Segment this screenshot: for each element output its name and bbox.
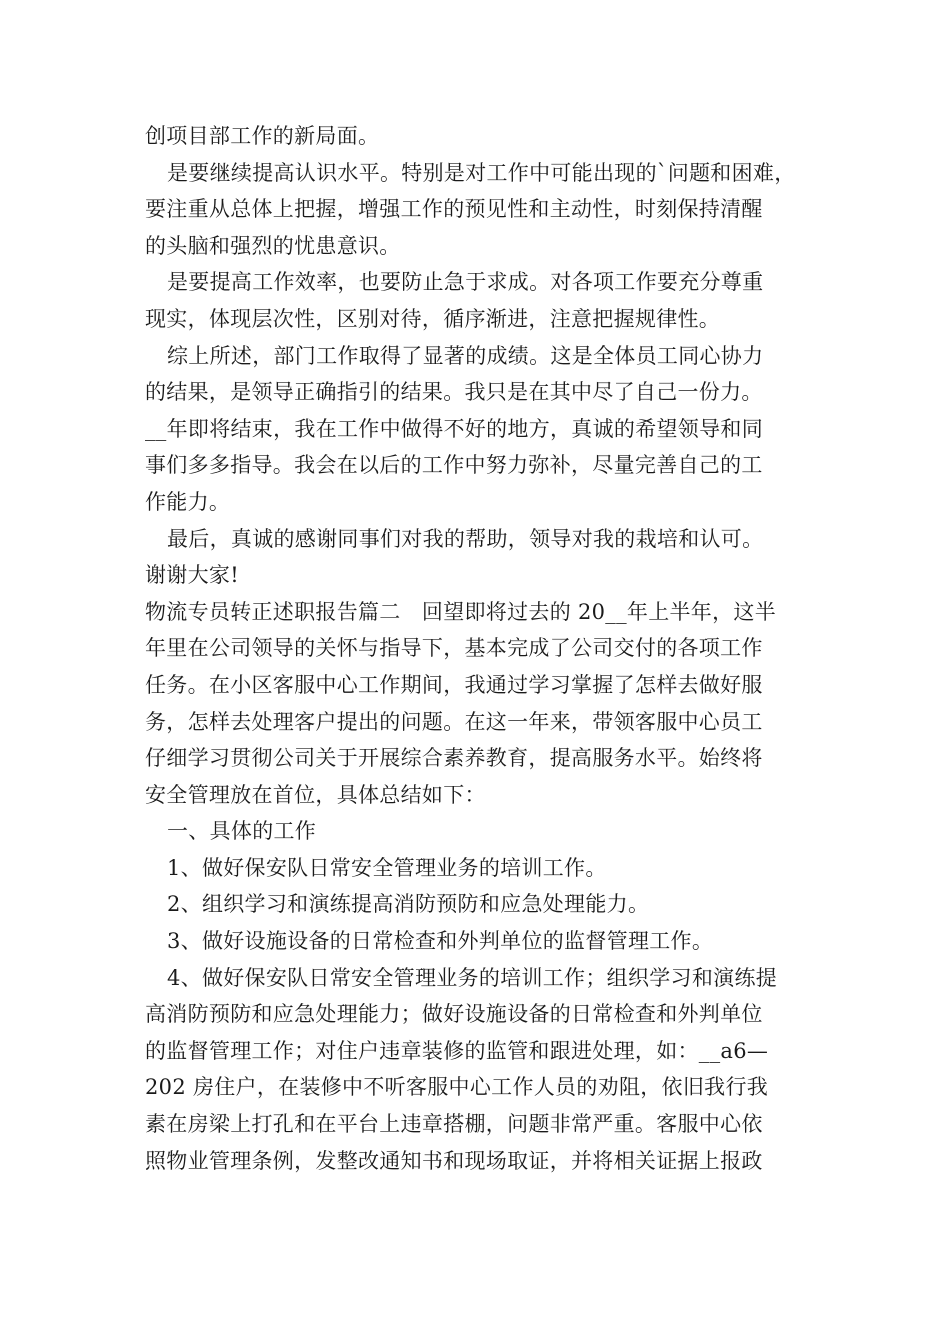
document-body bbox=[145, 118, 815, 1179]
text-line: 是要提高工作效率，也要防止急于求成。对各项工作要充分尊重 bbox=[167, 270, 764, 295]
text-line: 现实，体现层次性，区别对待，循序渐进，注意把握规律性。 bbox=[145, 306, 721, 331]
text-line: 仔细学习贯彻公司关于开展综合素养教育，提高服务水平。始终将 bbox=[145, 746, 763, 771]
text-line: 高消防预防和应急处理能力；做好设施设备的日常检查和外判单位 bbox=[145, 1002, 763, 1027]
text-line: 事们多多指导。我会在以后的工作中努力弥补，尽量完善自己的工 bbox=[145, 453, 763, 478]
text-line: 创项目部工作的新局面。 bbox=[145, 124, 380, 148]
list-item-line: 4、做好保安队日常安全管理业务的培训工作；组织学习和演练提 bbox=[167, 965, 778, 990]
text-line: 202 房住户，在装修中不听客服中心工作人员的劝阻，依旧我行我 bbox=[145, 1075, 769, 1100]
text-line: 作能力。 bbox=[145, 489, 231, 514]
list-heading-line: 一、具体的工作 bbox=[167, 819, 317, 844]
text-line: 的监督管理工作；对住户违章装修的监管和跟进处理，如：__a6— bbox=[145, 1038, 769, 1063]
text-line: 年里在公司领导的关怀与指导下，基本完成了公司交付的各项工作 bbox=[145, 636, 763, 661]
section-heading-line: 物流专员转正述职报告篇二 回望即将过去的 20__年上半年，这半 bbox=[145, 599, 776, 624]
text-line: 务，怎样去处理客户提出的问题。在这一年来，带领客服中心员工 bbox=[145, 709, 763, 734]
text-line: 素在房梁上打孔和在平台上违章搭棚，问题非常严重。客服中心依 bbox=[145, 1112, 763, 1137]
text-line: 的结果，是领导正确指引的结果。我只是在其中尽了自己一份力。 bbox=[145, 380, 763, 405]
list-item-line: 3、做好设施设备的日常检查和外判单位的监督管理工作。 bbox=[167, 929, 714, 954]
list-item-line: 1、做好保安队日常安全管理业务的培训工作。 bbox=[167, 855, 607, 880]
text-line: 谢谢大家! bbox=[145, 563, 239, 588]
text-line: 照物业管理条例，发整改通知书和现场取证，并将相关证据上报政 bbox=[145, 1148, 763, 1173]
text-line: 任务。在小区客服中心工作期间，我通过学习掌握了怎样去做好服 bbox=[145, 672, 763, 697]
text-line: 最后，真诚的感谢同事们对我的帮助，领导对我的栽培和认可。 bbox=[167, 526, 764, 551]
text-line: 要注重从总体上把握，增强工作的预见性和主动性，时刻保持清醒 bbox=[145, 197, 763, 222]
list-item-line: 2、组织学习和演练提高消防预防和应急处理能力。 bbox=[167, 892, 650, 917]
text-line: 综上所述，部门工作取得了显著的成绩。这是全体员工同心协力 bbox=[167, 343, 764, 368]
text-line: __年即将结束，我在工作中做得不好的地方，真诚的希望领导和同 bbox=[145, 416, 763, 441]
text-line: 的头脑和强烈的忧患意识。 bbox=[145, 233, 401, 258]
text-line: 是要继续提高认识水平。特别是对工作中可能出现的`问题和困难， bbox=[167, 160, 796, 185]
text-line: 安全管理放在首位，具体总结如下： bbox=[145, 782, 486, 807]
